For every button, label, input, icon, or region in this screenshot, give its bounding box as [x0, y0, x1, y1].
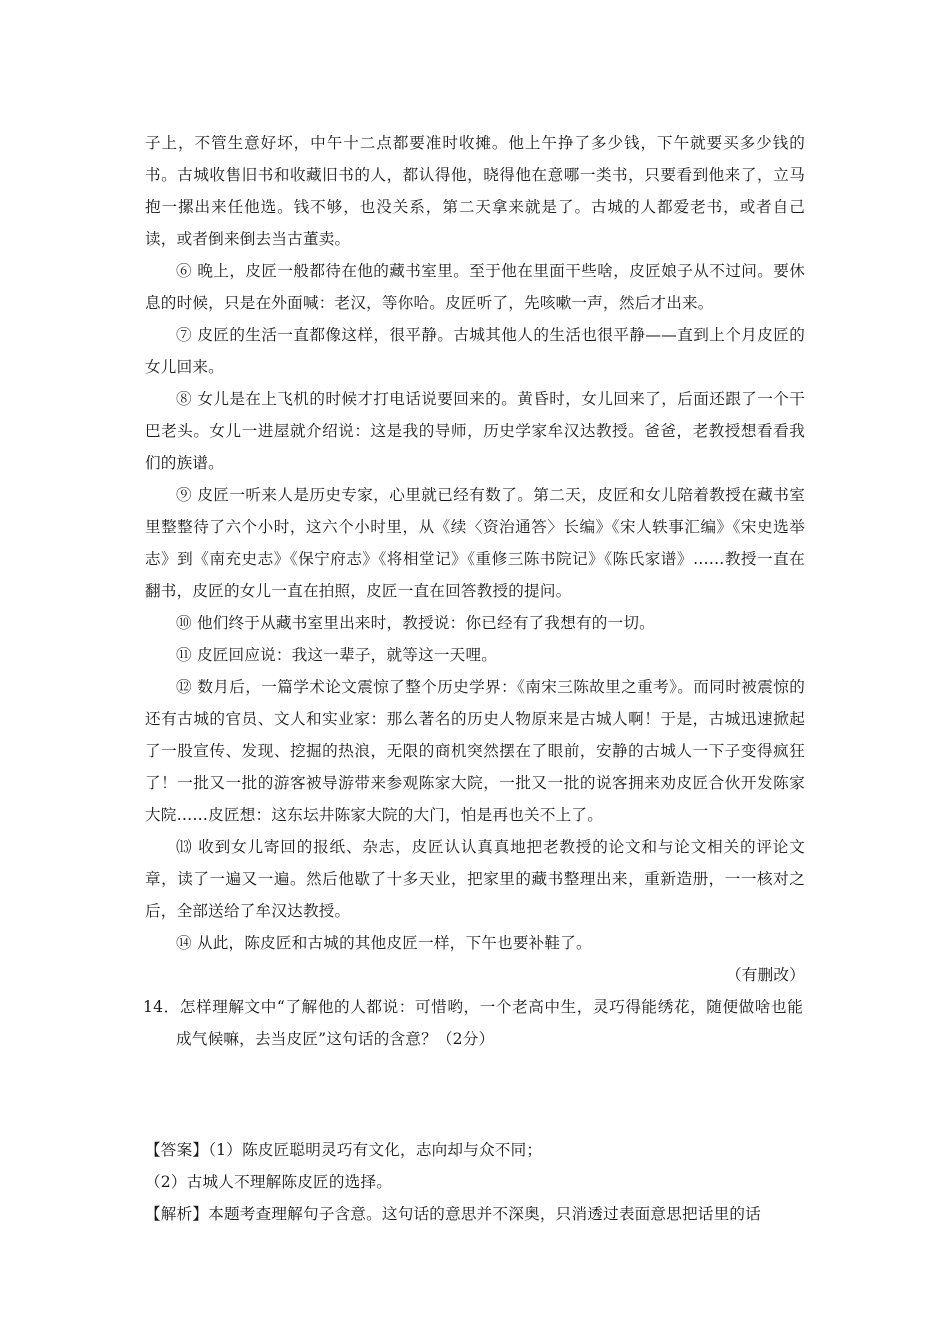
source-note: （有删改）	[726, 966, 805, 984]
analysis-label: 【解析】	[145, 1205, 209, 1223]
answer-label: 【答案】	[145, 1141, 209, 1159]
paragraph-11: ⑪ 皮匠回应说：我这一辈子，就等这一天哩。	[176, 646, 498, 664]
document-page	[145, 127, 805, 1230]
analysis-line	[145, 1198, 805, 1230]
paragraph-14: ⑭ 从此，陈皮匠和古城的其他皮匠一样，下午也要补鞋了。	[176, 934, 592, 952]
paragraph-8: ⑧ 女儿是在上飞机的时候才打电话说要回来的。黄昏时，女儿回来了，后面还跟了一个干巴老头。女儿一进屋就介绍说：这是我的导师，历史学家牟汉达教授。爸爸，老教授想看看我们的族谱。	[145, 390, 805, 472]
paragraph-10: ⑩ 他们终于从藏书室里出来时，教授说：你已经有了我想有的一切。	[176, 614, 655, 632]
answer-space	[145, 1055, 805, 1134]
analysis-text: 本题考查理解句子含意。这句话的意思并不深奥，只消透过表面意思把话里的话	[208, 1205, 761, 1223]
answer-line-1	[145, 1134, 805, 1166]
paragraph-7: ⑦ 皮匠的生活一直都像这样，很平静。古城其他人的生活也很平静——直到上个月皮匠的女儿回来。	[145, 326, 805, 376]
answer-text-1: （1）陈皮匠聪明灵巧有文化，志向却与众不同；	[208, 1141, 543, 1159]
paragraph-12: ⑫ 数月后，一篇学术论文震惊了整个历史学界：《南宋三陈故里之重考》。而同时被震惊的还有古城的官员、文人和实业家：那么著名的历史人物原来是古城人啊！于是，古城迅速掀起了一股宣传、发现、挖掘的热浪，无限的商机突然摆在了眼前，安静的古城人一下子变得疯狂了！一批又一批的游客被导游带来参观陈家大院，一批又一批的说客拥来劝皮匠合伙开发陈家大院……皮匠想：这东坛井陈家大院的大门，怕是再也关不上了。	[145, 678, 805, 824]
paragraph-13: ⒀ 收到女儿寄回的报纸、杂志，皮匠认认真真地把老教授的论文和与论文相关的评论文章，读了一遍又一遍。然后他歇了十多天业，把家里的藏书整理出来，重新造册，一一核对之后，全部送给了牟汉达教授。	[145, 838, 805, 920]
paragraph-9: ⑨ 皮匠一听来人是历史专家，心里就已经有数了。第二天，皮匠和女儿陪着教授在藏书室里整整待了六个小时，这六个小时里，从《续〈资治通答〉长编》《宋人轶事汇编》《宋史选举志》到《南充史志》《保宁府志》《将相堂记》《重修三陈书院记》《陈氏家谱》……教授一直在翻书，皮匠的女儿一直在拍照，皮匠一直在回答教授的提问。	[145, 486, 805, 600]
answer-line-2: （2）古城人不理解陈皮匠的选择。	[145, 1173, 393, 1191]
paragraph-continued: 子上，不管生意好坏，中午十二点都要准时收摊。他上午挣了多少钱，下午就要买多少钱的书。古城收售旧书和收藏旧书的人，都认得他，晓得他在意哪一类书，只要看到他来了，立马抱一摞出来任他选。钱不够，也没关系，第二天拿来就是了。古城的人都爱老书，或者自己读，或者倒来倒去当古董卖。	[145, 134, 805, 248]
question-14: 14．怎样理解文中“了解他的人都说：可惜哟，一个老高中生，灵巧得能绣花，随便做啥也能成气候嘛，去当皮匠”这句话的含意？（2分）	[143, 998, 803, 1048]
paragraph-6: ⑥ 晚上，皮匠一般都待在他的藏书室里。至于他在里面干些啥，皮匠娘子从不过问。要休息的时候，只是在外面喊：老汉，等你哈。皮匠听了，先咳嗽一声，然后才出来。	[145, 262, 805, 312]
